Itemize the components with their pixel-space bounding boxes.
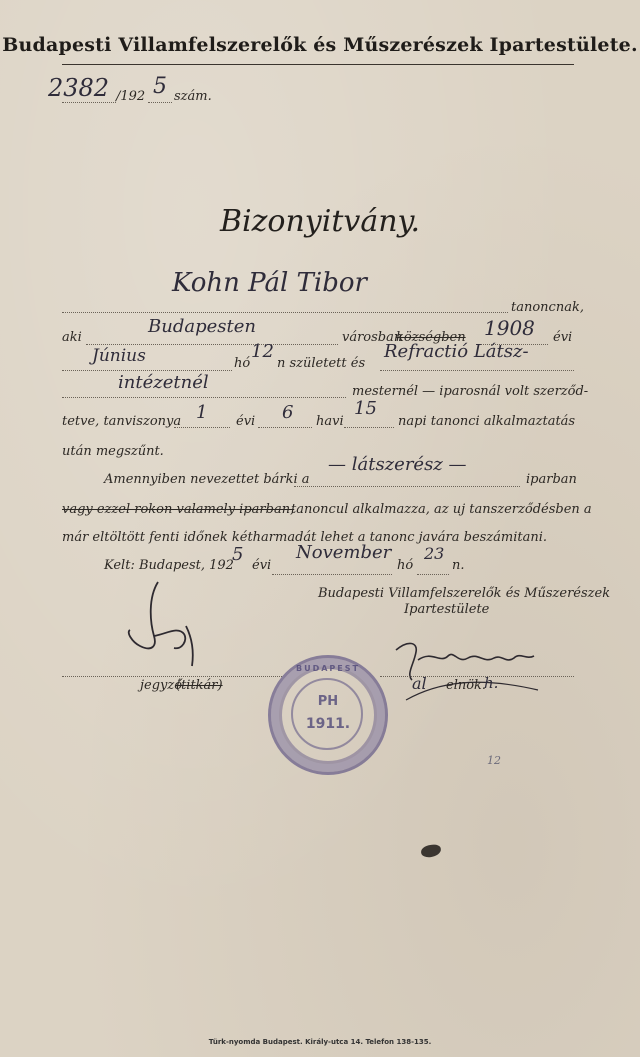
- issuer-line-2: Ipartestülete: [404, 602, 490, 617]
- ho-label: hó: [234, 356, 251, 371]
- szuletett-label: n született és: [277, 356, 366, 371]
- stamp-ring-text: BUDAPEST: [296, 664, 360, 673]
- notary-struck-label: (titkár): [176, 678, 223, 693]
- date-month-dots: [272, 574, 392, 575]
- reference-year-prefix: /192: [116, 89, 146, 104]
- month-dots: [62, 370, 232, 371]
- trade-dots: [294, 486, 520, 487]
- iparban-label: iparban: [526, 472, 577, 487]
- employer-dots-2: [62, 397, 346, 398]
- date-month: November: [296, 542, 392, 563]
- city-dots: [86, 344, 338, 345]
- president-suffix: h.: [484, 674, 499, 692]
- kozsegben-label: községben: [396, 330, 466, 345]
- stamp-center-top: PH: [317, 694, 339, 709]
- notary-signature: [110, 576, 220, 676]
- apprentice-name: Kohn Pál Tibor: [172, 268, 367, 298]
- reference-year-dots: [148, 102, 172, 103]
- date-day: 23: [424, 544, 445, 563]
- organization-header: Budapesti Villamfelszerelők és Műszerészek Ipartestülete.: [2, 34, 638, 56]
- employer-dots-1: [380, 370, 574, 371]
- stamp-year: 1911.: [305, 716, 351, 732]
- birth-year: 1908: [484, 316, 535, 340]
- printer-footer: Türk-nyomda Budapest. Király-utca 14. Telefon 138-135.: [208, 1038, 432, 1046]
- mar-eltoltott-text: már eltöltött fenti időnek kétharmadát lehet a tanonc javára beszámitani.: [62, 530, 548, 545]
- evi-label: évi: [553, 330, 573, 345]
- header-rule: [62, 64, 574, 65]
- mesternel-label: mesternél — iparosnál volt szerződ-: [352, 384, 589, 399]
- notary-dots: [62, 676, 282, 677]
- reference-year: 5: [153, 74, 167, 99]
- ink-speck: [420, 844, 441, 859]
- date-evi-label: évi: [252, 558, 272, 573]
- issuer-line-1: Budapesti Villamfelszerelők és Műszerészek: [318, 586, 611, 601]
- reference-number: 2382: [48, 74, 110, 102]
- president-signature: [388, 630, 548, 710]
- days-value: 15: [354, 398, 377, 419]
- aki-label: aki: [62, 330, 82, 345]
- president-label: elnök.: [446, 678, 487, 693]
- utan-label: után megszűnt.: [62, 444, 164, 459]
- birth-city: Budapesten: [148, 316, 256, 337]
- varosban-label: városban: [342, 330, 403, 345]
- birth-month: Június: [92, 346, 146, 366]
- vagy-struck-text: vagy ezzel rokon valamely iparban,: [62, 502, 295, 517]
- years-value: 1: [196, 402, 208, 423]
- president-dots: [380, 676, 574, 677]
- employer-name-2: intézetnél: [118, 372, 209, 393]
- birth-day: 12: [251, 341, 274, 362]
- tanoncnak-label: tanoncnak,: [511, 300, 584, 315]
- official-stamp: [268, 655, 388, 775]
- date-ho-label: hó: [397, 558, 414, 573]
- kelt-label: Kelt: Budapest, 192: [104, 558, 234, 573]
- margin-note: 12: [487, 754, 501, 767]
- name-dots: [62, 312, 508, 313]
- years-dots: [174, 427, 230, 428]
- document-title: Bizonyitvány.: [219, 204, 421, 239]
- date-year: 5: [232, 544, 244, 565]
- reference-dots: [62, 102, 116, 103]
- havi-label: havi: [316, 414, 344, 429]
- days-dots: [344, 427, 394, 428]
- amennyiben-label: Amennyiben nevezettet bárki a: [104, 472, 310, 487]
- months-dots: [258, 427, 312, 428]
- president-prefix: al: [412, 674, 427, 693]
- reference-suffix: szám.: [174, 89, 212, 104]
- evi-2-label: évi: [236, 414, 256, 429]
- trade-name: — látszerész —: [328, 454, 467, 475]
- date-n-label: n.: [452, 558, 465, 573]
- notary-label: jegyző: [140, 678, 183, 693]
- tetve-label: tetve, tanviszonya: [62, 414, 182, 429]
- months-value: 6: [282, 402, 294, 423]
- stamp-inner-ring: [291, 678, 363, 750]
- date-day-dots: [417, 574, 449, 575]
- employer-name-1: Refractió Látsz-: [384, 341, 529, 362]
- napi-label: napi tanonci alkalmaztatás: [398, 414, 576, 429]
- tanoncul-text: tanoncul alkalmazza, az uj tanszerződésben a: [291, 502, 592, 517]
